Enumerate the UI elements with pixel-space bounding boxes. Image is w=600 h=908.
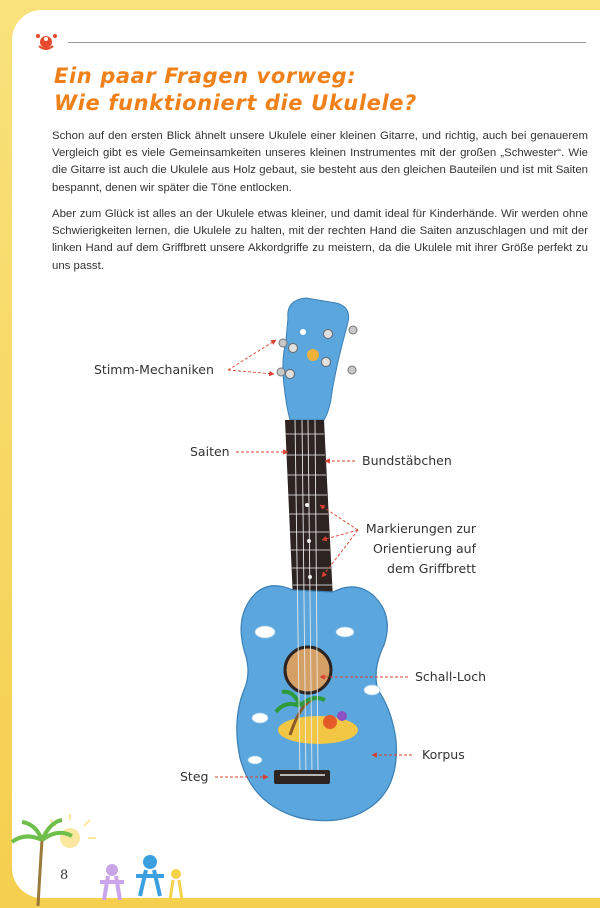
corner-decoration <box>0 810 200 908</box>
title-line-2: Wie funktioniert die Ukulele? <box>54 91 417 115</box>
title-line-1: Ein paar Fragen vorweg: <box>54 64 357 88</box>
label-markierungen <box>356 521 476 577</box>
ukulele-bridge <box>274 770 330 784</box>
intro-paragraph-1: Schon auf den ersten Blick ähnelt unsere Ukulele einer kleinen Gitarre, und richtig, auch bei genauerem Vergleich gibt es viele Gemeinsamkeiten unseres kleinen Instrumentes mit der großen „Schwester“. Wie die Gitarre ist auch die Ukulele aus Holz gebaut, sie besteht aus den gleichen Bauteilen und ist mit Saiten bespannt, denen wir später die Töne entlocken. <box>52 130 588 194</box>
page-number: 8 <box>60 868 69 883</box>
label-markierungen-line-2: Orientierung auf <box>372 541 476 556</box>
label-markierungen-line-1: Markierungen zur <box>365 521 476 536</box>
intro-paragraph-2: Aber zum Glück ist alles an der Ukulele etwas kleiner, und damit ideal für Kinderhände. Wir werden ohne Schwierigkeiten lernen, die Ukulele zu halten, mit der rechten Hand die Saiten anzuschlagen und mit der linken Hand auf dem Griffbrett unsere Akkordgriffe zu meistern, da die Ukulele mit ihrer Größe perfekt zu uns passt. <box>52 208 588 272</box>
sun-icon <box>50 814 96 848</box>
label-bundstaebchen: Bundstäbchen <box>362 453 452 468</box>
label-markierungen-line-3: dem Griffbrett <box>387 561 476 576</box>
palm-tree-icon <box>12 820 72 906</box>
cartoon-figures-icon <box>100 855 182 900</box>
label-saiten: Saiten <box>190 444 230 459</box>
label-steg: Steg <box>180 769 209 784</box>
label-korpus: Korpus <box>422 747 465 762</box>
ukulele-sound-hole <box>285 647 331 693</box>
label-stimm-mechaniken: Stimm-Mechaniken <box>94 362 214 377</box>
label-schall-loch: Schall-Loch <box>415 669 487 684</box>
